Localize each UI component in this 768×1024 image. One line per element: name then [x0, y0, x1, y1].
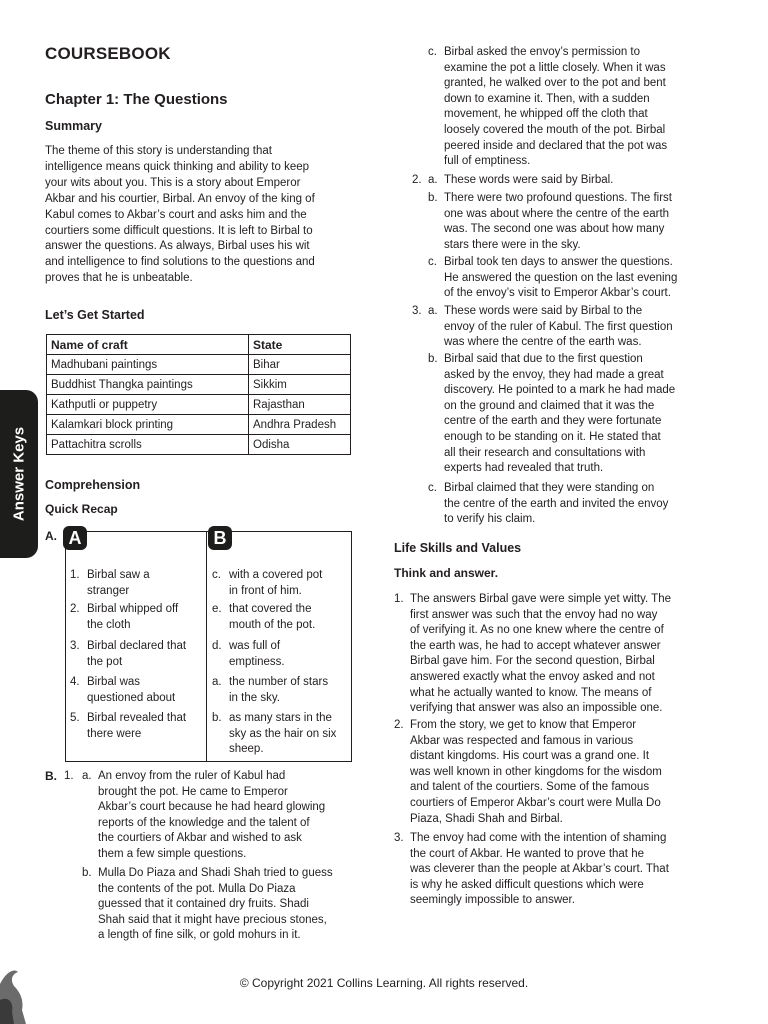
table-row	[47, 395, 351, 415]
state-cell: Andhra Pradesh	[249, 415, 351, 435]
answer-label: c.	[428, 482, 437, 494]
text-line: them a few simple questions.	[98, 847, 247, 860]
text-line: the court of Akbar. He wanted to prove that he	[410, 847, 644, 860]
text-line: was full of	[229, 640, 281, 652]
craft-cell: Kalamkari block printing	[47, 415, 249, 435]
text-line: Shah said that it might have precious stones,	[98, 913, 327, 926]
craft-cell: Buddhist Thangka paintings	[47, 375, 249, 395]
craft-cell: Kathputli or puppetry	[47, 395, 249, 415]
text-line: your wits about you. This is a story about Emperor	[45, 176, 301, 189]
q1-number	[64, 769, 74, 785]
column-b-badge: B	[208, 526, 232, 550]
column-header-craft: Name of craft	[47, 335, 249, 355]
q2b-answer	[428, 191, 728, 253]
column-b-item	[212, 639, 348, 670]
table-row	[47, 355, 351, 375]
text-line: granted, he walked over to the pot and bent	[444, 77, 666, 90]
q3-number	[412, 304, 422, 320]
text-line: sky as the hair on six	[229, 727, 337, 740]
state-cell: Odisha	[249, 435, 351, 455]
text-line: was where the centre of the earth was.	[444, 336, 642, 349]
text-line: loosely covered the mouth of the pot. Birbal	[444, 123, 666, 136]
lets-get-started-heading: Let’s Get Started	[45, 308, 145, 322]
text-line: Kabul comes to Akbar’s court and asks him and the	[45, 208, 307, 221]
summary-text	[45, 144, 365, 287]
text-line: These words were said by Birbal to the	[444, 305, 643, 317]
text-line: the courtiers of Akbar and wished to ask	[98, 832, 302, 845]
column-b-item	[212, 602, 348, 633]
text-line: Birbal said that due to the first question	[444, 353, 643, 365]
text-line: brought the pot. He came to Emperor	[98, 785, 288, 798]
text-line: to verify his claim.	[444, 513, 536, 526]
q3-num: 3.	[412, 305, 422, 317]
item-letter: e.	[212, 603, 222, 615]
item-number: 4.	[70, 676, 80, 688]
text-line: Akbar and his courtier, Birbal. An envoy of the king of	[45, 192, 315, 205]
q3c-answer	[428, 481, 728, 528]
summary-heading: Summary	[45, 119, 102, 133]
copyright-footer: © Copyright 2021 Collins Learning. All rights reserved.	[239, 976, 529, 990]
text-line: was. The second one was about how many	[444, 223, 665, 236]
text-line: He answered the question on the last evening	[444, 271, 678, 284]
text-line: Birbal declared that	[87, 640, 187, 652]
craft-cell: Pattachitra scrolls	[47, 435, 249, 455]
text-line: asked by the envoy, they had made a great	[444, 368, 664, 381]
text-line: one was about where the centre of the earth	[444, 207, 670, 220]
part-a-label: A.	[45, 529, 57, 543]
text-line: An envoy from the ruler of Kabul had	[98, 770, 286, 782]
table-header-row	[47, 335, 351, 355]
text-line: The theme of this story is understanding that	[45, 145, 272, 157]
column-header-state: State	[249, 335, 351, 355]
part-b-label: B.	[45, 769, 57, 783]
q2-number	[412, 173, 422, 189]
text-line: answered exactly what the envoy asked and not	[410, 670, 655, 683]
text-line: Birbal was	[87, 676, 141, 688]
column-a-item	[70, 568, 204, 599]
q1-num: 1.	[64, 770, 74, 782]
text-line: and talent of the courtiers. Some of the famous	[410, 781, 650, 794]
item-number: 2.	[70, 603, 80, 615]
corner-decoration-icon	[0, 966, 30, 1024]
text-line: Birbal gave him. For the second question, Birbal	[410, 655, 655, 668]
text-line: Akbar’s court because he had heard glowing	[98, 801, 326, 814]
state-cell: Rajasthan	[249, 395, 351, 415]
text-line: mouth of the pot.	[229, 618, 316, 631]
item-letter: a.	[212, 676, 222, 688]
text-line: courtiers some difficult questions. It is left to Birbal to	[45, 224, 313, 237]
text-line: and intelligence to find solutions to the questions and	[45, 256, 315, 269]
book-title: COURSEBOOK	[45, 44, 171, 63]
text-line: Akbar was respected and famous in various	[410, 734, 634, 747]
life-skills-heading: Life Skills and Values	[394, 541, 522, 555]
match-columns-box	[65, 528, 352, 762]
item-number: 1.	[70, 569, 80, 581]
text-line: all their research and consultations with	[444, 446, 646, 459]
q2-num: 2.	[412, 174, 422, 186]
item-letter: d.	[212, 640, 222, 652]
craft-cell: Madhubani paintings	[47, 355, 249, 375]
column-b-item	[212, 711, 348, 758]
text-line: The envoy had come with the intention of shaming	[410, 832, 667, 844]
text-line: Piaza, Shadi Shah and Birbal.	[410, 812, 563, 825]
text-line: there were	[87, 727, 142, 740]
column-a-item	[70, 639, 204, 670]
text-line: of verifying it. As no one knew where the centre of	[410, 624, 664, 637]
life-skills-answer	[394, 718, 714, 827]
text-line: Birbal whipped off	[87, 603, 179, 615]
table-row	[47, 415, 351, 435]
q3a-answer	[428, 304, 728, 351]
text-line: proves that he is unbeatable.	[45, 272, 193, 285]
text-line: These words were said by Birbal.	[444, 174, 614, 186]
text-line: a length of fine silk, or gold mohurs in it.	[98, 929, 301, 942]
answer-label: b.	[428, 353, 438, 365]
text-line: courtiers of Emperor Akbar’s court were Mulla Do	[410, 796, 661, 809]
text-line: reports of the knowledge and the talent of	[98, 816, 310, 829]
answer-number: 3.	[394, 832, 404, 844]
text-line: emptiness.	[229, 655, 285, 668]
answer-label: b.	[428, 192, 438, 204]
think-and-answer-heading: Think and answer.	[394, 566, 499, 580]
quick-recap-heading: Quick Recap	[45, 502, 118, 516]
text-line: guessed that it contained dry fruits. Shadi	[98, 898, 309, 911]
text-line: in front of him.	[229, 584, 302, 597]
item-number: 3.	[70, 640, 80, 652]
text-line: of the envoy’s visit to Emperor Akbar’s court.	[444, 287, 671, 300]
column-b-item	[212, 568, 348, 599]
answer-label: c.	[428, 46, 437, 58]
text-line: was cleverer than the people at Akbar’s court. That	[410, 863, 669, 876]
text-line: sheep.	[229, 743, 264, 756]
column-divider	[206, 532, 207, 761]
text-line: There were two profound questions. The first	[444, 192, 672, 204]
answer-label: a.	[428, 174, 438, 186]
text-line: on the ground and claimed that it was the	[444, 399, 655, 412]
q1c-answer	[428, 45, 728, 170]
text-line: The answers Birbal gave were simple yet witty. The	[410, 593, 671, 605]
text-line: distant kingdoms. His court was a grand one. It	[410, 750, 650, 763]
answer-keys-label: Answer Keys	[10, 426, 28, 522]
text-line: down to examine it. Then, with a sudden	[444, 92, 650, 105]
text-line: discovery. He pointed to a mark he had made	[444, 384, 676, 397]
answer-keys-tab	[0, 390, 38, 558]
text-line: that covered the	[229, 603, 312, 615]
text-line: the pot	[87, 655, 123, 668]
text-line: From the story, we get to know that Emperor	[410, 719, 637, 731]
text-line: examine the pot a little closely. When it was	[444, 61, 666, 74]
text-line: stranger	[87, 584, 130, 597]
life-skills-answer	[394, 592, 714, 717]
column-a-item	[70, 602, 204, 633]
text-line: with a covered pot	[229, 569, 323, 581]
answer-label: b.	[82, 867, 92, 879]
text-line: Birbal revealed that	[87, 712, 187, 724]
table-row	[47, 435, 351, 455]
column-a-item	[70, 711, 204, 742]
answer-label: a.	[82, 770, 92, 782]
text-line: full of emptiness.	[444, 155, 531, 168]
text-line: answer the questions. As always, Birbal uses his wit	[45, 240, 310, 253]
column-a-item	[70, 675, 204, 706]
text-line: the earth was, he had to accept whatever answer	[410, 639, 661, 652]
answer-number: 2.	[394, 719, 404, 731]
comprehension-heading: Comprehension	[45, 478, 141, 492]
text-line: first answer was such that the envoy had no way	[410, 608, 658, 621]
table-row	[47, 375, 351, 395]
column-b-item	[212, 675, 348, 706]
text-line: the centre of the earth and invited the envoy	[444, 497, 669, 510]
answer-number: 1.	[394, 593, 404, 605]
q2a-answer	[428, 173, 728, 189]
text-line: experts had revealed that truth.	[444, 462, 604, 475]
text-line: intelligence means quick thinking and ability to keep	[45, 160, 310, 173]
text-line: envoy of the ruler of Kabul. The first question	[444, 320, 673, 333]
text-line: Birbal claimed that they were standing on	[444, 482, 655, 494]
q3b-answer	[428, 352, 728, 477]
state-cell: Sikkim	[249, 375, 351, 395]
state-cell: Bihar	[249, 355, 351, 375]
text-line: Birbal saw a	[87, 569, 150, 581]
q2c-answer	[428, 255, 728, 302]
text-line: the cloth	[87, 618, 131, 631]
text-line: centre of the earth and they were fortunate	[444, 415, 662, 428]
text-line: movement, he whipped off the cloth that	[444, 108, 648, 121]
text-line: is why he asked difficult questions which were	[410, 878, 644, 891]
chapter-title: Chapter 1: The Questions	[45, 91, 228, 108]
text-line: Birbal asked the envoy’s permission to	[444, 46, 641, 58]
text-line: enough to be standing on it. He stated that	[444, 430, 661, 443]
craft-table	[46, 334, 351, 455]
text-line: peered inside and declared that the pot was	[444, 139, 668, 152]
text-line: seemingly impossible to answer.	[410, 894, 575, 907]
q1b-answer	[82, 866, 372, 944]
text-line: was well known in other kingdoms for the wisdom	[410, 765, 662, 778]
text-line: Birbal took ten days to answer the questions.	[444, 256, 673, 268]
text-line: the contents of the pot. Mulla Do Piaza	[98, 882, 296, 895]
life-skills-answer	[394, 831, 714, 909]
text-line: questioned about	[87, 691, 176, 704]
text-line: stars there were in the sky.	[444, 238, 581, 251]
item-number: 5.	[70, 712, 80, 724]
q1a-answer	[82, 769, 372, 863]
text-line: as many stars in the	[229, 712, 332, 724]
answer-label: c.	[428, 256, 437, 268]
answer-label: a.	[428, 305, 438, 317]
text-line: Mulla Do Piaza and Shadi Shah tried to guess	[98, 867, 333, 879]
column-a-badge: A	[63, 526, 87, 550]
text-line: what he actually wanted to know. The means of	[410, 686, 652, 699]
text-line: in the sky.	[229, 691, 280, 704]
item-letter: b.	[212, 712, 222, 724]
text-line: the number of stars	[229, 676, 329, 688]
text-line: verifying that answer was also an impossible one.	[410, 702, 663, 715]
item-letter: c.	[212, 569, 221, 581]
